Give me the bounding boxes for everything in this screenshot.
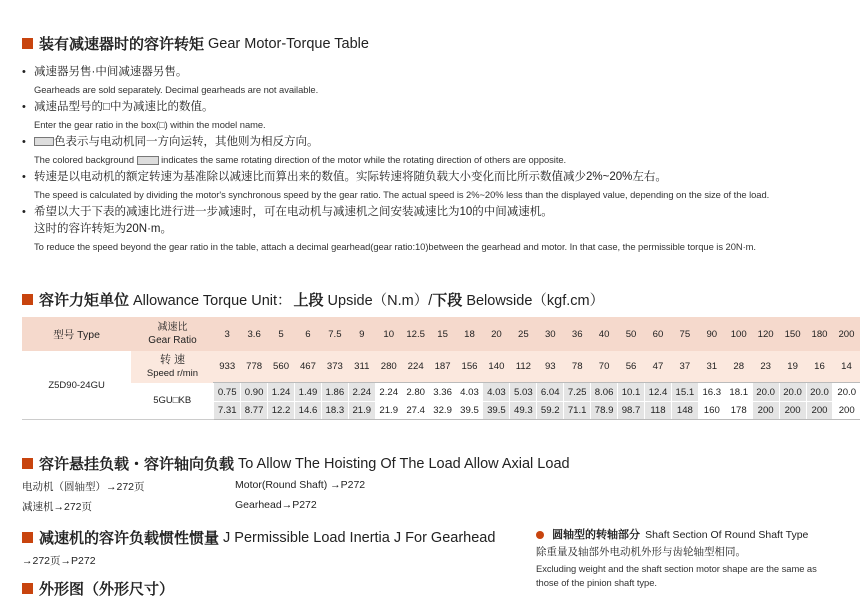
ratio-cell: 20 bbox=[491, 328, 502, 340]
ratio-cell: 100 bbox=[730, 328, 747, 340]
torque-nm-cell: 12.4 bbox=[645, 383, 672, 402]
speed-cell: 16 bbox=[806, 351, 833, 383]
section-title-gear-motor bbox=[22, 33, 369, 54]
speed-cell: 37 bbox=[671, 351, 698, 383]
ratio-cell: 60 bbox=[652, 328, 664, 340]
speed-row bbox=[22, 351, 860, 383]
speed-cell: 187 bbox=[429, 351, 456, 383]
section-marker bbox=[22, 532, 33, 543]
colored-swatch-icon bbox=[137, 156, 159, 165]
torque-kgfcm-cell: 12.2 bbox=[268, 402, 295, 420]
speed-cell: 311 bbox=[348, 351, 375, 383]
colored-swatch-icon bbox=[34, 137, 54, 146]
ratio-cell: 7.5 bbox=[328, 328, 342, 340]
ratio-cell: 50 bbox=[625, 328, 637, 340]
ratio-cell: 30 bbox=[544, 328, 556, 340]
ratio-cell: 12.5 bbox=[406, 328, 425, 340]
section-title-allowance: 容许力矩单位 Allowance Torque Unit： 上段 Upside（N.m）/ 下段 Belowside（kgf.cm） bbox=[22, 289, 604, 310]
ratio-cell: 15 bbox=[437, 328, 448, 340]
note-en: The colored background indicates the same rotating direction of the motor while the rotating direction of others are opposite. bbox=[34, 154, 567, 165]
note-cn-2: 这时的容许转矩为20N·m。 bbox=[34, 223, 173, 235]
torque-kgfcm-cell: 21.9 bbox=[375, 402, 402, 420]
ratio-cell: 40 bbox=[598, 328, 610, 340]
torque-nm-cell: 15.1 bbox=[671, 383, 698, 402]
torque-nm-cell: 2.24 bbox=[348, 383, 375, 402]
speed-cell: 28 bbox=[725, 351, 752, 383]
speed-cell: 560 bbox=[268, 351, 295, 383]
notes-list bbox=[22, 64, 852, 256]
speed-cell: 31 bbox=[698, 351, 725, 383]
ratio-cell: 200 bbox=[838, 328, 855, 340]
note-3: • 色表示与电动机同一方向运转，其他则为相反方向。 The colored background indicates the same rotating direction of the motor while the rotating direction of others are opposite. bbox=[22, 134, 852, 169]
speed-cell: 93 bbox=[537, 351, 564, 383]
torque-nm-cell: 18.1 bbox=[725, 383, 752, 402]
torque-nm-cell: 10.1 bbox=[618, 383, 645, 402]
ref-gearhead-en: Gearhead→P272 bbox=[235, 499, 317, 511]
speed-cell: 56 bbox=[618, 351, 645, 383]
speed-cell: 19 bbox=[779, 351, 806, 383]
speed-cell: 47 bbox=[645, 351, 672, 383]
note-cn: 转速是以电动机的额定转速为基准除以减速比而算出来的数值。实际转速将随负载大小变化而比所示数值减少2%~20%左右。 bbox=[34, 171, 667, 183]
section-marker bbox=[22, 294, 33, 305]
torque-kgfcm-cell: 21.9 bbox=[348, 402, 375, 420]
note-cn: 色表示与电动机同一方向运转，其他则为相反方向。 bbox=[34, 134, 852, 151]
torque-kgfcm-cell: 39.5 bbox=[456, 402, 483, 420]
torque-kgfcm-cell: 18.3 bbox=[321, 402, 348, 420]
torque-kgfcm-cell: 200 bbox=[779, 402, 806, 420]
ratio-cell: 3.6 bbox=[247, 328, 261, 340]
note-5: • 希望以大于下表的减速比进行进一步减速时，可在电动机与减速机之间安装减速比为10的中间减速机。 这时的容许转矩为20N·m。 To reduce the speed beyond the gear ratio in the table, attach a decimal gearhead(gear ratio:10)between the gearhead and motor. In that case, the permissible torque is 20N·m. bbox=[22, 204, 852, 256]
torque-kgfcm-cell: 27.4 bbox=[402, 402, 429, 420]
torque-nm-cell: 6.04 bbox=[537, 383, 564, 402]
torque-kgfcm-cell: 32.9 bbox=[429, 402, 456, 420]
ref-inertia: →272页→P272 bbox=[22, 555, 96, 567]
section-title-cn: 装有减速器时的容许转矩 bbox=[39, 36, 205, 53]
torque-nm-cell: 5.03 bbox=[510, 383, 537, 402]
ref-motor-en: Motor(Round Shaft) →P272 bbox=[235, 479, 366, 491]
speed-cell: 70 bbox=[591, 351, 618, 383]
section-title-inertia: 减速机的容许负载惯性惯量 J Permissible Load Inertia J For Gearhead bbox=[22, 527, 495, 548]
section-title-en: Gear Motor-Torque Table bbox=[208, 35, 369, 52]
ratio-cell: 5 bbox=[278, 328, 284, 340]
torque-nm-cell: 1.49 bbox=[295, 383, 322, 402]
torque-nm-cell: 20.0 bbox=[779, 383, 806, 402]
ratio-cell: 180 bbox=[811, 328, 828, 340]
torque-nm-cell: 20.0 bbox=[833, 383, 860, 402]
section-marker bbox=[22, 458, 33, 469]
motor-model: Z5D90-24GU bbox=[22, 351, 131, 420]
note-en: Gearheads are sold separately. Decimal gearheads are not available. bbox=[34, 84, 319, 95]
torque-kgfcm-cell: 200 bbox=[752, 402, 779, 420]
bullet-icon bbox=[536, 531, 544, 539]
speed-cell: 23 bbox=[752, 351, 779, 383]
ratio-cell: 120 bbox=[757, 328, 774, 340]
ratio-cell: 10 bbox=[383, 328, 395, 340]
torque-nm-cell: 1.86 bbox=[321, 383, 348, 402]
torque-kgfcm-cell: 39.5 bbox=[483, 402, 510, 420]
torque-kgfcm-cell: 160 bbox=[698, 402, 725, 420]
torque-kgfcm-cell: 49.3 bbox=[510, 402, 537, 420]
torque-nm-cell: 4.03 bbox=[456, 383, 483, 402]
ratio-cell: 75 bbox=[679, 328, 691, 340]
torque-nm-cell: 2.80 bbox=[402, 383, 429, 402]
torque-kgfcm-cell: 178 bbox=[725, 402, 752, 420]
speed-cell: 112 bbox=[510, 351, 537, 383]
speed-cell: 14 bbox=[833, 351, 860, 383]
ratio-cell: 3 bbox=[224, 328, 230, 340]
ref-gearhead-cn: 减速机→272页 bbox=[22, 501, 93, 513]
speed-cell: 778 bbox=[241, 351, 268, 383]
ratio-cell: 150 bbox=[784, 328, 801, 340]
torque-nm-row bbox=[22, 383, 860, 402]
torque-nm-cell: 1.24 bbox=[268, 383, 295, 402]
torque-table bbox=[22, 317, 860, 420]
note-en: To reduce the speed beyond the gear ratio in the table, attach a decimal gearhead(gear ratio:10)between the gearhead and motor. In that case, the permissible torque is 20N·m. bbox=[34, 241, 756, 252]
section-marker bbox=[22, 583, 33, 594]
round-shaft-note: 圆轴型的转轴部分 Shaft Section Of Round Shaft Type 除重量及轴部外电动机外形与齿轮轴型相同。 Excluding weight and the shaft section motor shape are the same as those of the pinion shaft type. bbox=[536, 529, 817, 588]
torque-kgfcm-cell: 148 bbox=[671, 402, 698, 420]
torque-kgfcm-cell: 98.7 bbox=[618, 402, 645, 420]
torque-nm-cell: 2.24 bbox=[375, 383, 402, 402]
note-cn: 减速器另售·中间减速器另售。 bbox=[34, 66, 188, 78]
speed-cell: 933 bbox=[214, 351, 241, 383]
note-cn: 减速品型号的□中为减速比的数值。 bbox=[34, 101, 214, 113]
torque-kgfcm-cell: 59.2 bbox=[537, 402, 564, 420]
note-en: Enter the gear ratio in the box(□) within the model name. bbox=[34, 119, 266, 130]
torque-kgfcm-cell: 71.1 bbox=[564, 402, 591, 420]
speed-cell: 140 bbox=[483, 351, 510, 383]
torque-nm-cell: 20.0 bbox=[806, 383, 833, 402]
torque-kgfcm-cell: 7.31 bbox=[214, 402, 241, 420]
ratio-cell: 6 bbox=[305, 328, 311, 340]
speed-cell: 78 bbox=[564, 351, 591, 383]
speed-cell: 156 bbox=[456, 351, 483, 383]
torque-kgfcm-cell: 14.6 bbox=[295, 402, 322, 420]
torque-nm-cell: 8.06 bbox=[591, 383, 618, 402]
torque-kgfcm-cell: 200 bbox=[833, 402, 860, 420]
ratio-cell: 90 bbox=[706, 328, 718, 340]
torque-nm-cell: 0.75 bbox=[214, 383, 241, 402]
torque-kgfcm-cell: 200 bbox=[806, 402, 833, 420]
note-1: • 减速器另售·中间减速器另售。 Gearheads are sold separately. Decimal gearheads are not available. bbox=[22, 64, 852, 99]
section-marker bbox=[22, 38, 33, 49]
torque-kgfcm-cell: 78.9 bbox=[591, 402, 618, 420]
header-row bbox=[22, 317, 860, 351]
speed-label: 转 速 Speed r/min bbox=[131, 351, 214, 383]
ratio-cell: 9 bbox=[359, 328, 365, 340]
speed-cell: 373 bbox=[321, 351, 348, 383]
ref-motor-cn: 电动机（圆轴型）→272页 bbox=[22, 481, 145, 493]
note-en: The speed is calculated by dividing the motor's synchronous speed by the gear ratio. The actual speed is 2%~20% less than the displayed value, depending on the size of the load. bbox=[34, 189, 770, 200]
speed-cell: 467 bbox=[295, 351, 322, 383]
gear-model: 5GU□KB bbox=[131, 383, 214, 420]
torque-nm-cell: 20.0 bbox=[752, 383, 779, 402]
torque-nm-cell: 4.03 bbox=[483, 383, 510, 402]
torque-nm-cell: 7.25 bbox=[564, 383, 591, 402]
torque-nm-cell: 3.36 bbox=[429, 383, 456, 402]
type-header: 型号 Type bbox=[53, 328, 100, 341]
torque-nm-cell: 16.3 bbox=[698, 383, 725, 402]
ratio-cell: 25 bbox=[518, 328, 529, 340]
section-title-next: 外形图（外形尺寸） bbox=[22, 578, 174, 599]
note-cn: 希望以大于下表的减速比进行进一步减速时，可在电动机与减速机之间安装减速比为10的中间减速机。 bbox=[34, 206, 553, 218]
speed-cell: 224 bbox=[402, 351, 429, 383]
ratio-cell: 18 bbox=[464, 328, 475, 340]
note-4: • 转速是以电动机的额定转速为基准除以减速比而算出来的数值。实际转速将随负载大小变化而比所示数值减少2%~20%左右。 The speed is calculated by dividing the motor's synchronous speed by the gear ratio. The actual speed is 2%~20% less than the displayed value, depending on the size of the load. bbox=[22, 169, 852, 204]
torque-nm-cell: 0.90 bbox=[241, 383, 268, 402]
speed-cell: 280 bbox=[375, 351, 402, 383]
section-title-hoisting: 容许悬挂负载・容许轴向负载 To Allow The Hoisting Of The Load Allow Axial Load bbox=[22, 453, 570, 474]
ratio-header: 减速比 Gear Ratio bbox=[148, 322, 197, 346]
note-2: • 减速品型号的□中为减速比的数值。 Enter the gear ratio in the box(□) within the model name. bbox=[22, 99, 852, 134]
torque-kgfcm-cell: 8.77 bbox=[241, 402, 268, 420]
torque-kgfcm-cell: 118 bbox=[645, 402, 672, 420]
ratio-cell: 36 bbox=[571, 328, 583, 340]
